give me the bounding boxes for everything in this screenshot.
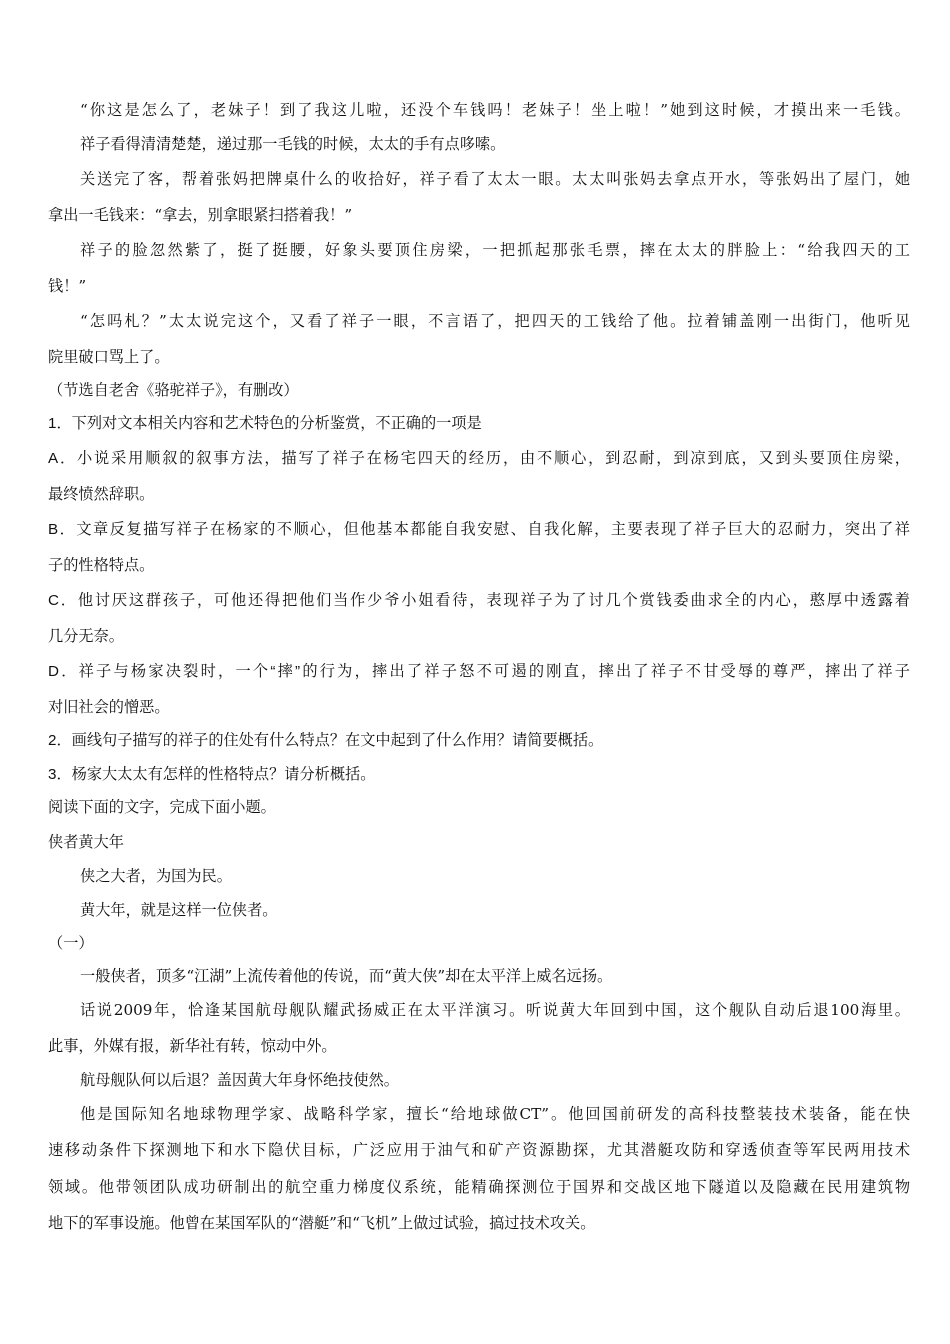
- passage2-section1-paragraph1: 一般侠者，顶多“江湖”上流传着他的传说，而“黄大侠”却在太平洋上威名远扬。: [80, 967, 613, 985]
- option-c-line2: 几分无奈。: [48, 628, 124, 645]
- option-d-line2: 对旧社会的憎恶。: [48, 699, 170, 716]
- passage1-paragraph2: 祥子看得清清楚楚，递过那一毛钱的时候，太太的手有点哆嗦。: [80, 135, 506, 153]
- option-b-line2: 子的性格特点。: [48, 557, 155, 574]
- passage1-paragraph5-line1: “怎吗札？”太太说完这个，又看了祥子一眼，不言语了，把四天的工钱给了他。拉着铺盖刚一出街门，他听见: [80, 312, 910, 330]
- option-b-line1: B．文章反复描写祥子在杨家的不顺心，但他基本都能自我安慰、自我化解，主要表现了祥子巨大的忍耐力，突出了祥: [48, 521, 910, 538]
- passage1-paragraph4-line1: 祥子的脸忽然紫了，挺了挺腰，好象头要顶住房梁，一把抓起那张毛票，摔在太太的胖脸上：“给我四天的工: [80, 241, 910, 259]
- question-2: 2．画线句子描写的祥子的住处有什么特点？在文中起到了什么作用？请简要概括。: [48, 732, 604, 749]
- passage1-paragraph3-line2: 拿出一毛钱来：“拿去，别拿眼紧扫搭着我！”: [48, 206, 353, 224]
- passage2-section1-paragraph4-line1: 他是国际知名地球物理学家、战略科学家，擅长“给地球做CT”。他回国前研发的高科技整装技术装备，能在快: [80, 1105, 910, 1123]
- question-3: 3．杨家大太太有怎样的性格特点？请分析概括。: [48, 766, 376, 783]
- passage2-intro1: 侠之大者，为国为民。: [80, 867, 232, 885]
- passage1-paragraph3-line1: 关送完了客，帮着张妈把牌桌什么的收拾好，祥子看了太太一眼。太太叫张妈去拿点开水，等张妈出了屋门，她: [80, 170, 910, 188]
- passage2-section1-paragraph4-line3: 领域。他带领团队成功研制出的航空重力梯度仪系统，能精确探测位于国界和交战区地下隧道以及隐藏在民用建筑物: [48, 1178, 910, 1196]
- passage2-section1-paragraph2-line1: 话说2009年，恰逢某国航母舰队耀武扬威正在太平洋演习。听说黄大年回到中国，这个舰队自动后退100海里。: [80, 1001, 910, 1019]
- passage2-intro2: 黄大年，就是这样一位侠者。: [80, 901, 278, 919]
- question-1: 1．下列对文本相关内容和艺术特色的分析鉴赏，不正确的一项是: [48, 415, 482, 432]
- passage2-section1-paragraph3: 航母舰队何以后退？盖因黄大年身怀绝技使然。: [80, 1071, 399, 1089]
- passage1-paragraph5-line2: 院里破口骂上了。: [48, 348, 170, 366]
- option-d-line1: D．祥子与杨家决裂时，一个“摔”的行为，摔出了祥子怒不可遏的刚直，摔出了祥子不甘受辱的尊严，摔出了祥子: [48, 663, 910, 680]
- passage2-section1-paragraph4-line4: 地下的军事设施。他曾在某国军队的“潜艇”和“飞机”上做过试验，搞过技术攻关。: [48, 1214, 596, 1232]
- passage2-title: 侠者黄大年: [48, 833, 124, 851]
- reading-instruction: 阅读下面的文字，完成下面小题。: [48, 799, 276, 816]
- passage1-paragraph1: “你这是怎么了，老妹子！到了我这儿啦，还没个车钱吗！老妹子！坐上啦！”她到这时候，才摸出来一毛钱。: [80, 101, 910, 119]
- passage2-section1-paragraph2-line2: 此事，外媒有报，新华社有转，惊动中外。: [48, 1037, 337, 1055]
- option-a-line2: 最终愤然辞职。: [48, 486, 155, 503]
- option-c-line1: C．他讨厌这群孩子，可他还得把他们当作少爷小姐看待，表现祥子为了讨几个赏钱委曲求全的内心，憨厚中透露着: [48, 592, 910, 609]
- passage2-section-heading: （一）: [48, 934, 94, 952]
- option-a-line1: A．小说采用顺叙的叙事方法，描写了祥子在杨宅四天的经历，由不顺心，到忍耐，到凉到底，又到头要顶住房梁，: [48, 450, 910, 467]
- passage2-section1-paragraph4-line2: 速移动条件下探测地下和水下隐伏目标，广泛应用于油气和矿产资源勘探，尤其潜艇攻防和穿透侦查等军民两用技术: [48, 1141, 910, 1159]
- passage1-paragraph4-line2: 钱！”: [48, 277, 87, 295]
- passage1-source: （节选自老舍《骆驼祥子》，有删改）: [48, 381, 299, 399]
